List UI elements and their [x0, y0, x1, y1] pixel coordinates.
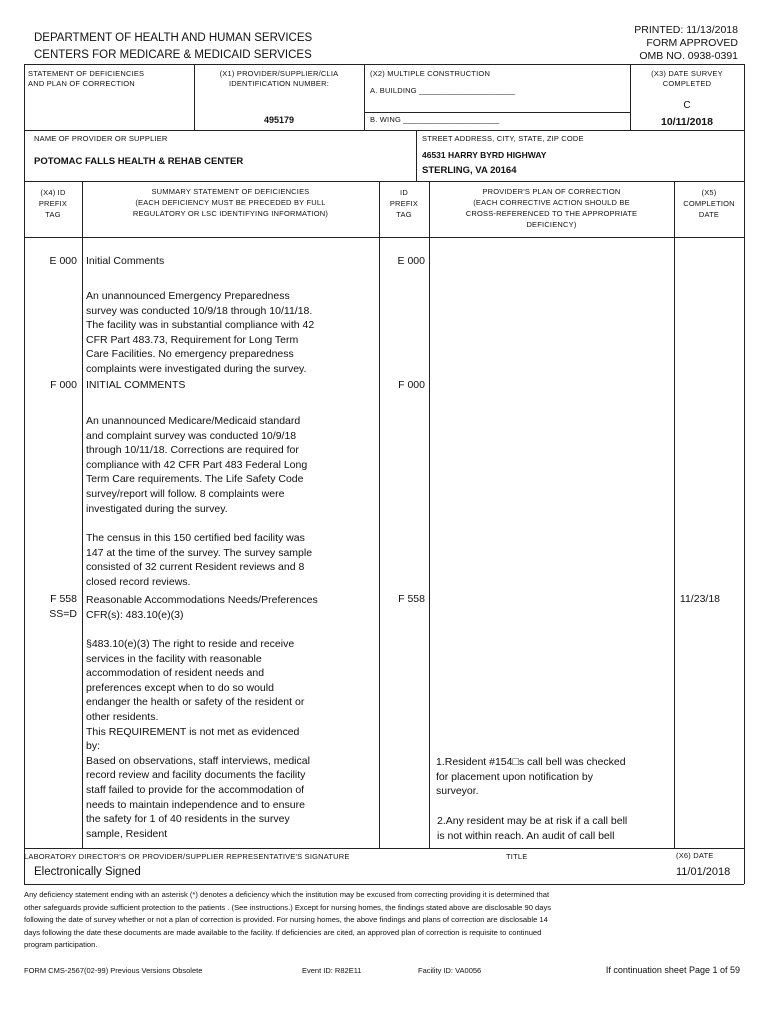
x2-label: (X2) MULTIPLE CONSTRUCTION [370, 69, 491, 78]
e000-title: Initial Comments [86, 255, 165, 267]
signature-value: Electronically Signed [34, 866, 141, 878]
building-label: A. BUILDING ______________________ [370, 86, 516, 95]
box-divider [364, 64, 365, 130]
survey-code: C [683, 100, 691, 111]
x3-label: (X3) DATE SURVEY COMPLETED [651, 69, 723, 88]
provider-id: 495179 [263, 115, 294, 125]
form-number: FORM CMS-2567(02-99) Previous Versions Obsolete [24, 966, 203, 975]
plan-item-2: 2.Any resident may be at risk if a call bell is not within reach. An audit of call bell [437, 815, 628, 842]
e000-body: An unannounced Emergency Preparedness survey was conducted 10/9/18 through 10/11/18. The facility was in substantial compliance with 42 CFR Part 483.73, Requirement for Long Term Care Facilities. No emergency preparedness complaints were investigated during the survey. [86, 290, 315, 375]
col-divider [379, 181, 380, 848]
x4-header: (X4) ID PREFIX TAG [38, 188, 68, 219]
box-divider [24, 130, 744, 131]
plan-header: PROVIDER'S PLAN OF CORRECTION (EACH CORRECTIVE ACTION SHOULD BE CROSS-REFERENCED TO THE APPROPRIATE DEFICIENCY) [465, 187, 638, 229]
id-header: ID PREFIX TAG [389, 188, 419, 219]
col-divider [82, 181, 83, 848]
facility-id: Facility ID: VA0056 [418, 966, 482, 975]
f558-completion-date: 11/23/18 [679, 593, 720, 605]
f558-body: §483.10(e)(3) The right to reside and receive services in the facility with reasonable accommodation of resident needs and preferences except when to do so would endanger the health or safety of the resident or other residents. This REQUIREMENT is not met as evidenced by: Based on observations, staff interviews, medical record review and facility documents the facility staff failed to provide for the accommodation of needs to maintain independence and to ensure the safety for 1 of 40 residents in the survey sample, Resident [86, 638, 310, 840]
title-label: TITLE [506, 852, 528, 861]
box-divider [24, 237, 744, 238]
disclaimer: Any deficiency statement ending with an asterisk (*) denotes a deficiency which the institution may be excused from correcting providing it is determined that other safeguards provide sufficient protection to the patients . (See instructions.) Except for nursing homes, the findings stated above are disclosable 90 days following the date of survey whether or not a plan of correction is provided. For nursing homes, the above findings and plans of correction are disclosable 14 days following the date these documents are made available to the facility. If deficiencies are cited, an approved plan of correction is requisite to continued program participation. [24, 890, 552, 950]
omb-number: OMB NO. 0938-0391 [639, 50, 738, 62]
plan-item-1: 1.Resident #154□s call bell was checked for placement upon notification by surveyor. [436, 756, 626, 798]
printed-date: PRINTED: 11/13/2018 [634, 24, 738, 36]
f558-scope-severity: SS=D [49, 608, 77, 620]
event-id: Event ID: R82E11 [302, 966, 362, 975]
address-line2: STERLING, VA 20164 [422, 165, 517, 176]
date-label: (X6) DATE [676, 851, 714, 860]
e000-tag: E 000 [49, 255, 77, 267]
f000-body-2: The census in this 150 certified bed facility was 147 at the time of the survey. The survey sample consisted of 32 current Resident reviews and 8 closed record reviews. [86, 532, 313, 588]
page-indicator: If continuation sheet Page 1 of 59 [605, 965, 740, 975]
box-divider [24, 848, 744, 849]
box-top-border [24, 64, 744, 65]
f000-title: INITIAL COMMENTS [86, 379, 186, 391]
address-label: STREET ADDRESS, CITY, STATE, ZIP CODE [422, 134, 584, 143]
e000-id: E 000 [397, 255, 425, 267]
f558-id: F 558 [398, 593, 425, 605]
wing-label: B. WING ______________________ [370, 115, 500, 124]
statement-label: STATEMENT OF DEFICIENCIES AND PLAN OF CORRECTION [28, 69, 145, 88]
col-divider [429, 181, 430, 848]
address-line1: 46531 HARRY BYRD HIGHWAY [422, 150, 547, 160]
col-divider [674, 181, 675, 848]
form-approved: FORM APPROVED [646, 37, 738, 49]
f558-tag: F 558 [50, 593, 77, 605]
signature-date: 11/01/2018 [676, 866, 731, 878]
provider-name: POTOMAC FALLS HEALTH & REHAB CENTER [34, 156, 244, 167]
box-divider [24, 181, 744, 182]
x1-label: (X1) PROVIDER/SUPPLIER/CLIA IDENTIFICATION NUMBER: [219, 69, 339, 88]
box-right-border [744, 64, 745, 884]
box-divider [364, 112, 630, 113]
f000-id: F 000 [398, 379, 425, 391]
f000-body-1: An unannounced Medicare/Medicaid standard and complaint survey was conducted 10/9/18 through 10/11/18. Corrections are required for compliance with 42 CFR Part 483 Federal Long Term Care requirements. The Life Safety Code survey/report will follow. 8 complaints were investigated during the survey. [86, 415, 308, 515]
signature-label: LABORATORY DIRECTOR'S OR PROVIDER/SUPPLIER REPRESENTATIVE'S SIGNATURE [24, 852, 350, 861]
provider-name-label: NAME OF PROVIDER OR SUPPLIER [34, 134, 168, 143]
agency-title: CENTERS FOR MEDICARE & MEDICAID SERVICES [34, 49, 312, 61]
survey-date: 10/11/2018 [661, 116, 713, 128]
box-divider [24, 884, 744, 885]
department-title: DEPARTMENT OF HEALTH AND HUMAN SERVICES [34, 32, 313, 44]
x5-header: (X5) COMPLETION DATE [683, 188, 735, 219]
box-divider [416, 130, 417, 181]
f000-tag: F 000 [50, 379, 77, 391]
f558-title: Reasonable Accommodations Needs/Preferences CFR(s): 483.10(e)(3) [86, 594, 318, 621]
summary-header: SUMMARY STATEMENT OF DEFICIENCIES (EACH DEFICIENCY MUST BE PRECEDED BY FULL REGULATORY OR LSC IDENTIFYING INFORMATION) [132, 187, 329, 218]
